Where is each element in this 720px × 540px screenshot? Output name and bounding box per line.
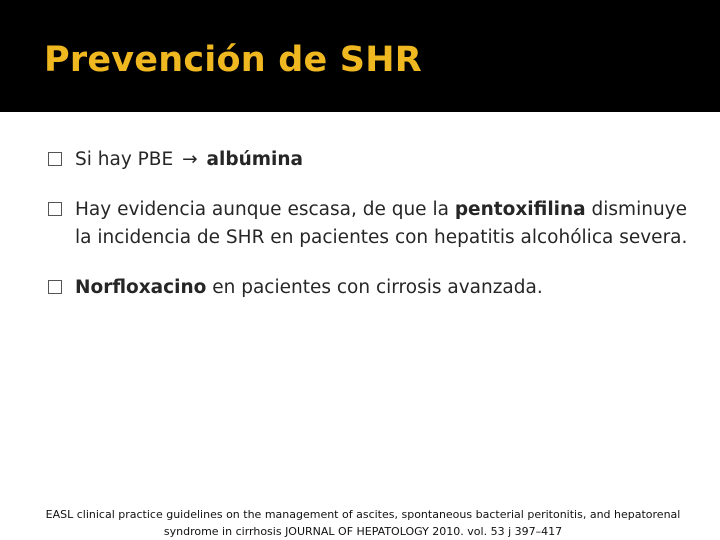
reference-line-2: syndrome in cirrhosis JOURNAL OF HEPATOLOGY 2010. vol. 53 j 397–417 [163, 525, 563, 538]
bullet-list [48, 146, 688, 302]
checkbox-bullet-icon [48, 152, 62, 166]
bullet-item-pentoxifilina [48, 196, 688, 252]
arrow-right-icon: → [182, 149, 198, 170]
checkbox-bullet-icon [48, 202, 62, 216]
checkbox-bullet-icon [48, 280, 62, 294]
slide-title: Prevención de SHR [44, 40, 422, 80]
bullet-item-pbe [48, 146, 688, 174]
bullet-pentoxifilina-bold: pentoxifilina [454, 199, 586, 220]
bullet-pbe-prefix: Si hay PBE [75, 149, 174, 170]
bullet-norfloxacino-bold: Norfloxacino [75, 277, 207, 298]
reference-line-1: EASL clinical practice guidelines on the management of ascites, spontaneous bacterial peritonitis, and hepatorenal [45, 508, 681, 521]
bullet-pbe-bold: albúmina [206, 149, 304, 170]
bullet-pentoxifilina-prefix: Hay evidencia aunque escasa, de que la [75, 199, 455, 220]
bullet-pentoxifilina-suffix: disminuye la incidencia de SHR en pacientes con hepatitis alcohólica severa. [75, 199, 688, 248]
title-band [0, 0, 720, 112]
bullet-norfloxacino-suffix: en pacientes con cirrosis avanzada. [206, 277, 543, 298]
reference-citation [18, 506, 708, 540]
bullet-item-norfloxacino [48, 274, 688, 302]
